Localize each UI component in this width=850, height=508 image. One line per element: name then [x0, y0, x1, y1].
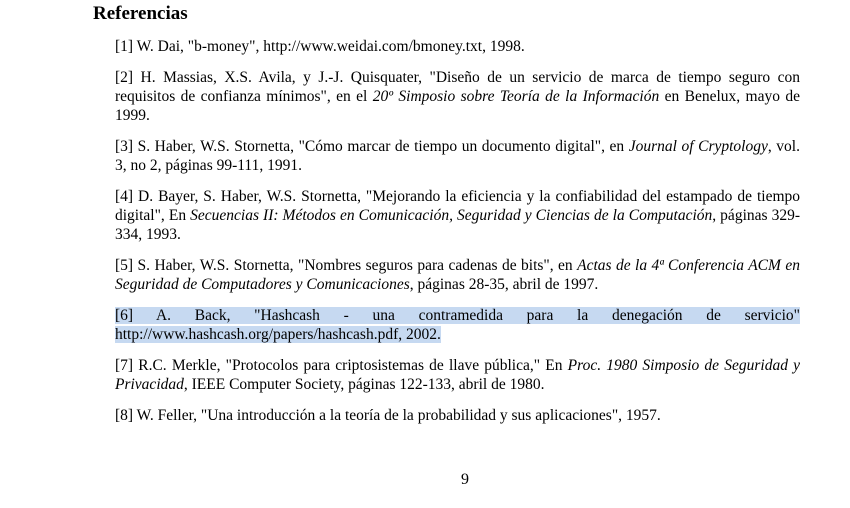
reference-text-segment: [2] H. Massias, X.S. Avila, y J.-J. Quisquater, "Diseño de un servicio de marca de tiempo seguro con requisitos de confianza mínimos", en el [115, 69, 800, 105]
section-title: Referencias [93, 3, 188, 24]
page-number: 9 [461, 471, 469, 488]
reference-item[interactable] [115, 137, 800, 175]
reference-text[interactable] [115, 138, 800, 174]
reference-text-segment: [7] R.C. Merkle, "Protocolos para criptosistemas de llave pública," En [115, 357, 568, 374]
reference-text[interactable] [115, 188, 800, 243]
reference-list [115, 37, 800, 437]
reference-text-segment: , páginas 329-334, 1993. [115, 207, 800, 243]
reference-text[interactable] [115, 407, 661, 424]
selected-text-highlight[interactable] [115, 307, 800, 343]
reference-text-segment: , páginas 28-35, abril de 1997. [409, 276, 599, 293]
reference-item[interactable] [115, 356, 800, 394]
reference-text[interactable] [115, 257, 800, 293]
reference-italic-title: Actas de la 4ª Conferencia ACM en Seguridad de Computadores y Comunicaciones [115, 257, 800, 293]
reference-item[interactable] [115, 406, 800, 425]
reference-item[interactable] [115, 68, 800, 125]
reference-italic-title: 20º Simposio sobre Teoría de la Información [372, 88, 660, 105]
reference-text-segment: [6] A. Back, "Hashcash - una contramedida para la denegación de servicio" http://www.hashcash.org/papers/hashcash.pdf, 2002. [115, 307, 800, 343]
reference-text-segment: [8] W. Feller, "Una introducción a la teoría de la probabilidad y sus aplicaciones", 1957. [115, 407, 661, 424]
reference-text-segment: en Benelux, mayo de 1999. [115, 88, 800, 124]
reference-text-segment: [3] S. Haber, W.S. Stornetta, "Cómo marcar de tiempo un documento digital", en [115, 138, 629, 155]
reference-italic-title: Journal of Cryptology [628, 138, 768, 155]
reference-text-segment: , IEEE Computer Society, páginas 122-133, abril de 1980. [183, 376, 545, 393]
reference-text-segment: [1] W. Dai, "b-money", http://www.weidai.com/bmoney.txt, 1998. [115, 38, 525, 55]
reference-text[interactable] [115, 357, 800, 393]
reference-italic-title: Proc. 1980 Simposio de Seguridad y Privacidad [115, 357, 800, 393]
reference-text-segment: [4] D. Bayer, S. Haber, W.S. Stornetta, "Mejorando la eficiencia y la confiabilidad del estampado de tiempo digital", En [115, 188, 800, 224]
reference-text-segment: , vol. 3, no 2, páginas 99-111, 1991. [115, 138, 800, 174]
reference-item[interactable] [115, 187, 800, 244]
reference-item[interactable] [115, 37, 800, 56]
reference-italic-title: Secuencias II: Métodos en Comunicación, Seguridad y Ciencias de la Computación [190, 207, 713, 224]
reference-text[interactable] [115, 69, 800, 124]
reference-item[interactable] [115, 256, 800, 294]
reference-item[interactable] [115, 306, 800, 344]
reference-text[interactable] [115, 38, 525, 55]
reference-text-segment: [5] S. Haber, W.S. Stornetta, "Nombres seguros para cadenas de bits", en [115, 257, 578, 274]
